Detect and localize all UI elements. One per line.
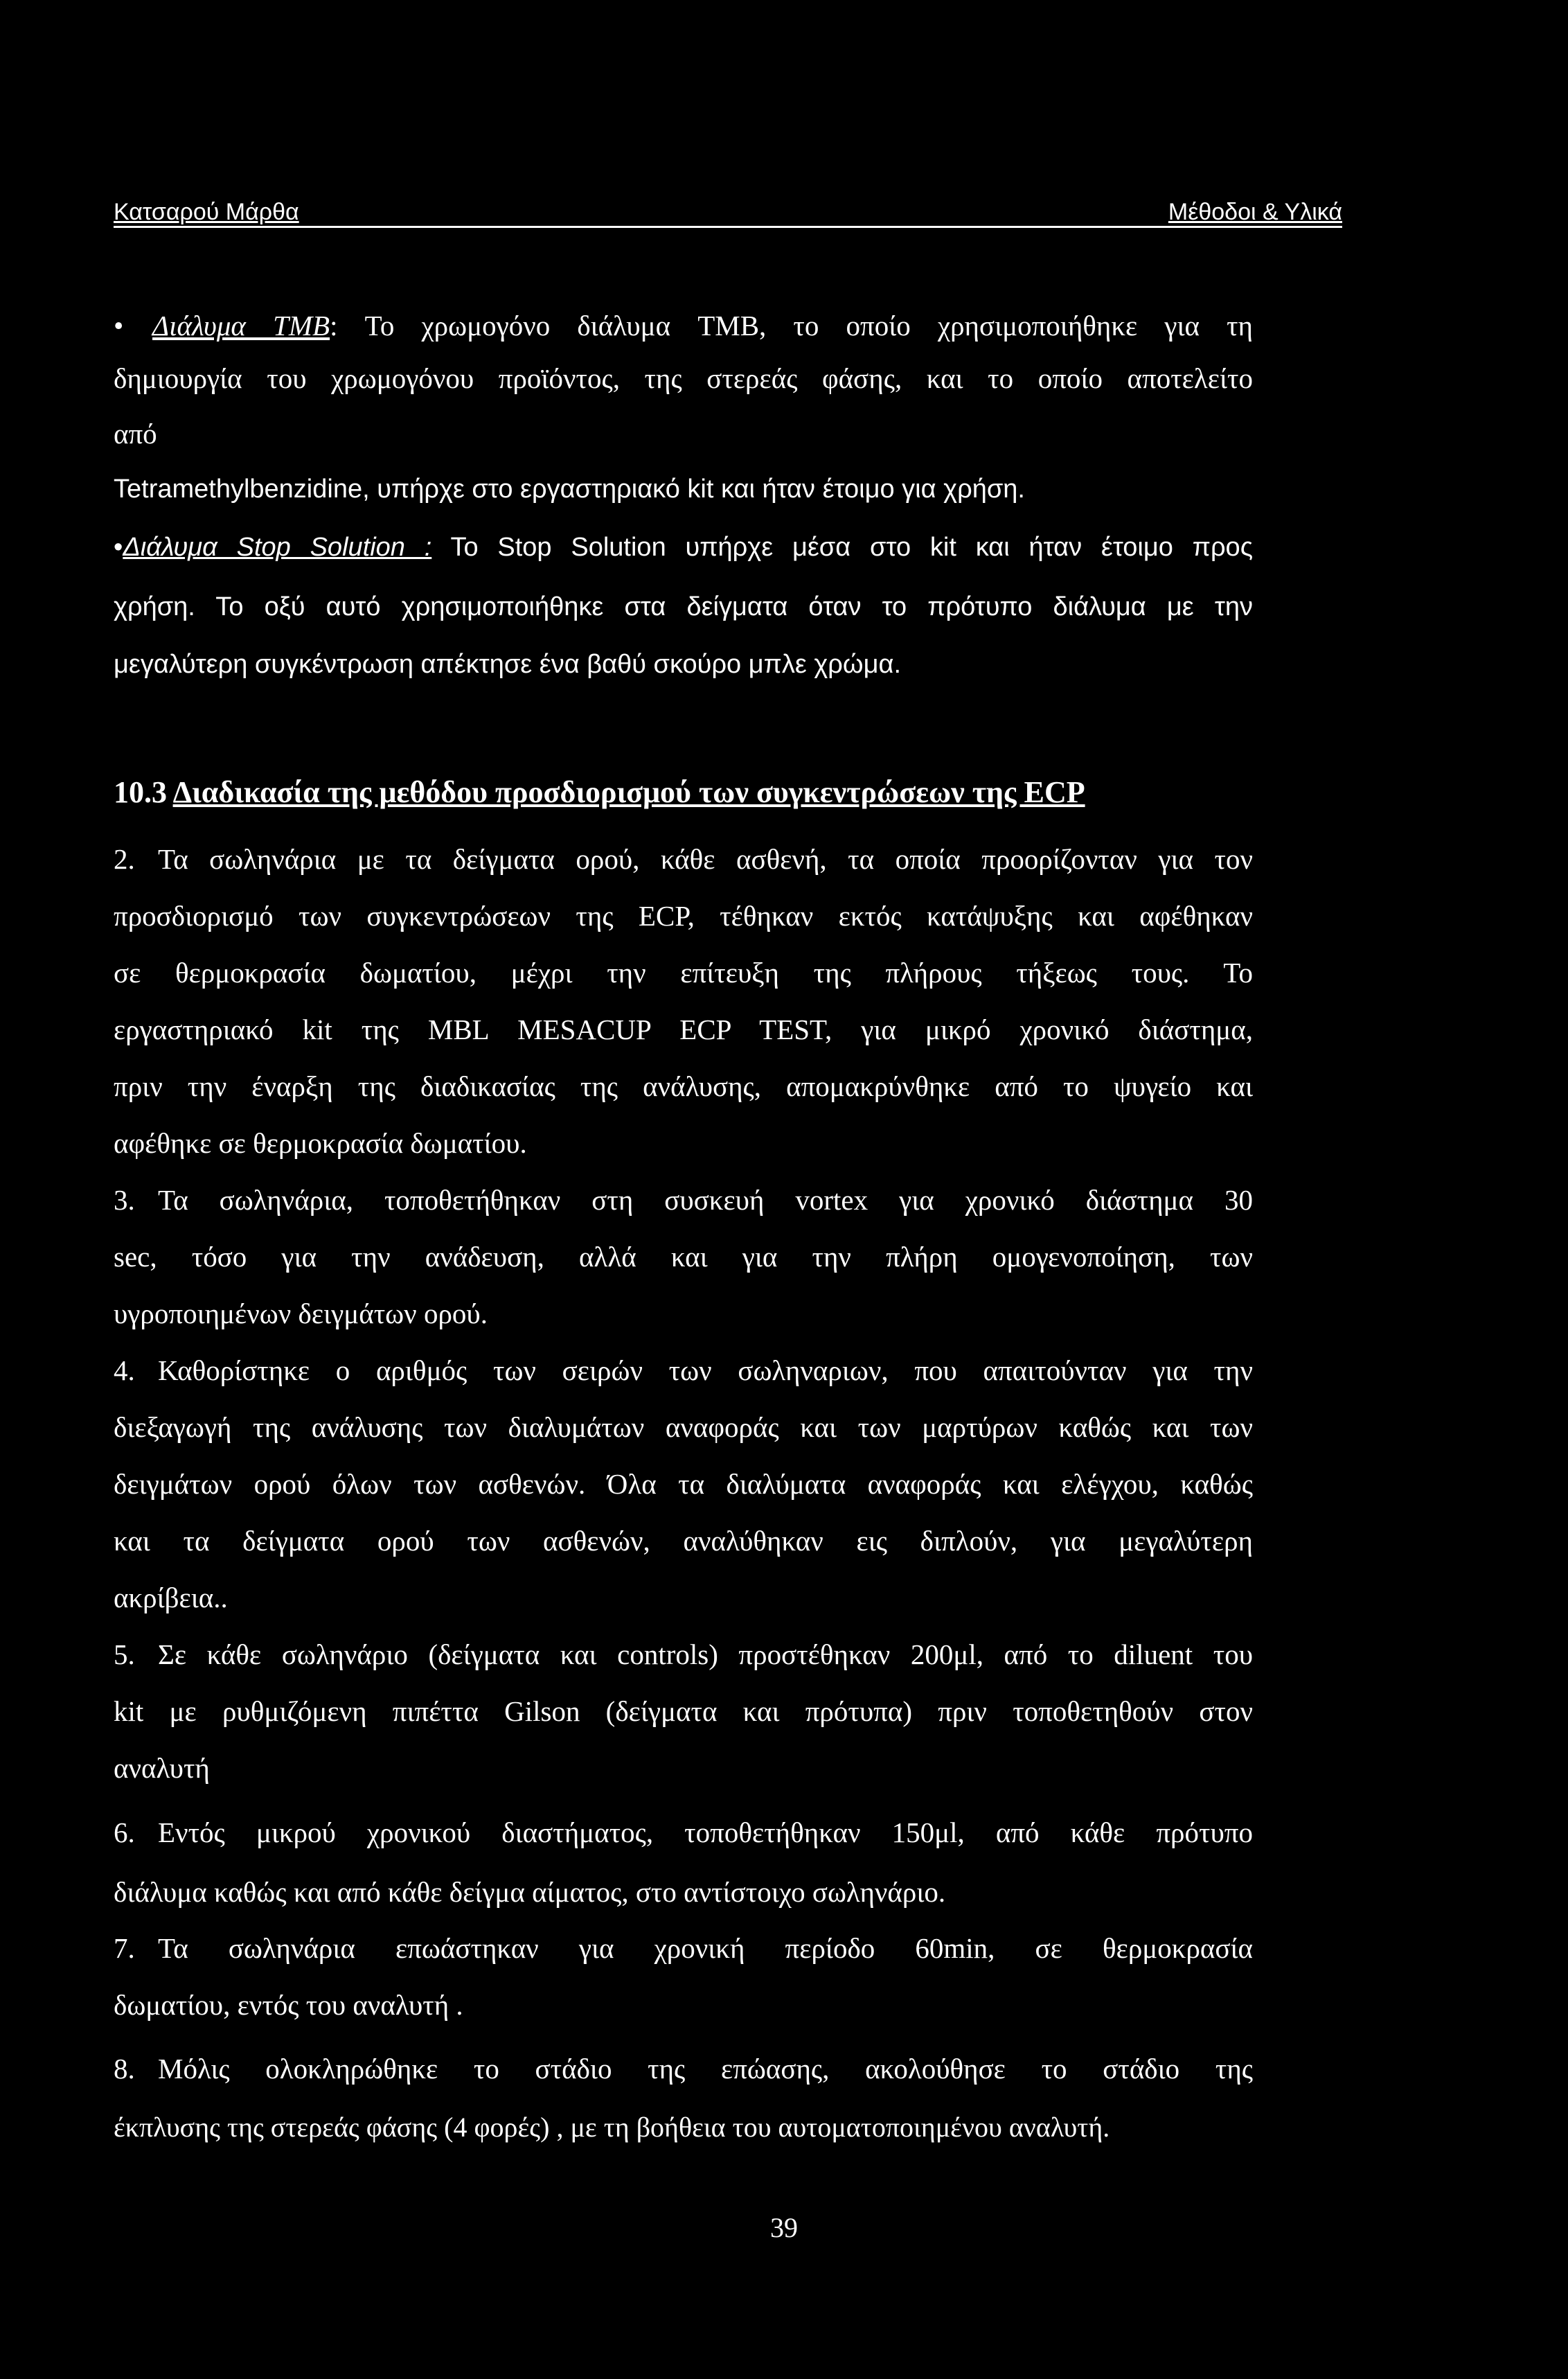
step-3-line-2: sec, τόσο για την ανάδευση, αλλά και για την πλήρη ομογενοποίηση, των: [114, 1241, 1253, 1273]
tmb-line-3: από: [114, 418, 157, 450]
step-2-line-6: αφέθηκε σε θερμοκρασία δωματίου.: [114, 1127, 527, 1159]
section-heading: [114, 772, 1085, 813]
section-number: 10.3: [114, 775, 167, 809]
step-4-line-4: και τα δείγματα ορού των ασθενών, αναλύθηκαν εις διπλούν, για μεγαλύτερη: [114, 1525, 1253, 1557]
step-number: 3.: [114, 1184, 135, 1216]
step-8-line-1: 8. Μόλις ολοκληρώθηκε το στάδιο της επώασης, ακολούθησε το στάδιο της: [114, 2040, 1253, 2098]
header-section: Μέθοδοι & Υλικά: [1168, 199, 1342, 225]
step-2-line-4: εργαστηριακό kit της MBL MESACUP ECP TEST, για μικρό χρονικό διάστημα,: [114, 1014, 1253, 1045]
step-5-line-1: 5. Σε κάθε σωληνάριο (δείγματα και controls) προστέθηκαν 200μl, από το diluent του: [114, 1626, 1253, 1683]
tmb-line-1: [114, 297, 1253, 355]
step-6-line-1: 6. Εντός μικρού χρονικού διαστήματος, τοποθετήθηκαν 150μl, από κάθε πρότυπο: [114, 1804, 1253, 1861]
step-number: 8.: [114, 2053, 135, 2085]
step-number: 2.: [114, 843, 135, 875]
step-5-line-3: αναλυτή: [114, 1752, 210, 1784]
step-6-line-2: διάλυμα καθώς και από κάθε δείγμα αίματος, στο αντίστοιχο σωληνάριο.: [114, 1876, 946, 1908]
step-number: 6.: [114, 1816, 135, 1848]
stop-line-1: [114, 519, 1253, 576]
step-8-line-2: έκπλυσης της στερεάς φάσης (4 φορές) , με τη βοήθεια του αυτοματοποιημένου αναλυτή.: [114, 2112, 1110, 2143]
tmb-text: Το χρωμογόνο διάλυμα TMB, το οποίο χρησιμοποιήθηκε για τη: [364, 310, 1253, 342]
step-7-line-2: δωματίου, εντός του αναλυτή .: [114, 1989, 463, 2021]
step-2-line-3: σε θερμοκρασία δωματίου, μέχρι την επίτευξη της πλήρους τήξεως τους. Το: [114, 957, 1253, 989]
step-3-line-3: υγροποιημένων δειγμάτων ορού.: [114, 1298, 488, 1329]
step-7-line-1: 7. Τα σωληνάρια επωάστηκαν για χρονική περίοδο 60min, σε θερμοκρασία: [114, 1920, 1253, 1977]
step-2-line-2: προσδιορισμό των συγκεντρώσεων της ECP, τέθηκαν εκτός κατάψυξης και αφέθηκαν: [114, 900, 1253, 932]
step-4-line-2: διεξαγωγή της ανάλυσης των διαλυμάτων αναφοράς και των μαρτύρων καθώς και των: [114, 1411, 1253, 1443]
header-rule: [114, 226, 1342, 228]
step-number: 5.: [114, 1638, 135, 1670]
step-2-line-1: 2. Τα σωληνάρια με τα δείγματα ορού, κάθε ασθενή, τα οποία προορίζονταν για τον: [114, 831, 1253, 888]
bullet: •: [114, 310, 124, 342]
bullet: •: [114, 533, 123, 562]
step-4-line-1: 4. Καθορίστηκε ο αριθμός των σειρών των σωληναριων, που απαιτούνταν για την: [114, 1342, 1253, 1399]
running-header: [114, 198, 1342, 233]
stop-label: Διάλυμα Stop Solution :: [123, 533, 432, 562]
stop-line-2: χρήση. Το οξύ αυτό χρησιμοποιήθηκε στα δείγματα όταν το πρότυπο διάλυμα με την: [114, 592, 1253, 621]
step-2-line-5: πριν την έναρξη της διαδικασίας της ανάλυσης, απομακρύνθηκε από το ψυγείο και: [114, 1070, 1253, 1102]
stop-text: To Stop Solution υπήρχε μέσα στο kit και ήταν έτοιμο προς: [450, 533, 1254, 562]
step-5-line-2: kit με ρυθμιζόμενη πιπέττα Gilson (δείγματα και πρότυπα) πριν τοποθετηθούν στον: [114, 1695, 1253, 1727]
tmb-line-2: δημιουργία του χρωμογόνου προϊόντος, της στερεάς φάσης, και το οποίο αποτελείτο: [114, 362, 1253, 394]
step-number: 7.: [114, 1932, 135, 1964]
stop-line-3: μεγαλύτερη συγκέντρωση απέκτησε ένα βαθύ σκούρο μπλε χρώμα.: [114, 650, 902, 679]
header-author: Κατσαρού Μάρθα: [114, 199, 299, 225]
step-3-line-1: 3. Τα σωληνάρια, τοποθετήθηκαν στη συσκευή vortex για χρονικό διάστημα 30: [114, 1171, 1253, 1229]
step-number: 4.: [114, 1354, 135, 1386]
tmb-label: Διάλυμα TMB: [152, 310, 330, 342]
step-4-line-5: ακρίβεια..: [114, 1582, 228, 1613]
step-4-line-3: δειγμάτων ορού όλων των ασθενών. Όλα τα διαλύματα αναφοράς και ελέγχου, καθώς: [114, 1468, 1253, 1500]
page-number: 39: [770, 2212, 798, 2243]
tmb-colon: :: [330, 310, 338, 342]
section-title: Διαδικασία της μεθόδου προσδιορισμού των συγκεντρώσεων της ECP: [172, 775, 1085, 809]
tmb-line-4: Tetramethylbenzidine, υπήρχε στο εργαστηριακό kit και ήταν έτοιμο για χρήση.: [114, 475, 1025, 504]
